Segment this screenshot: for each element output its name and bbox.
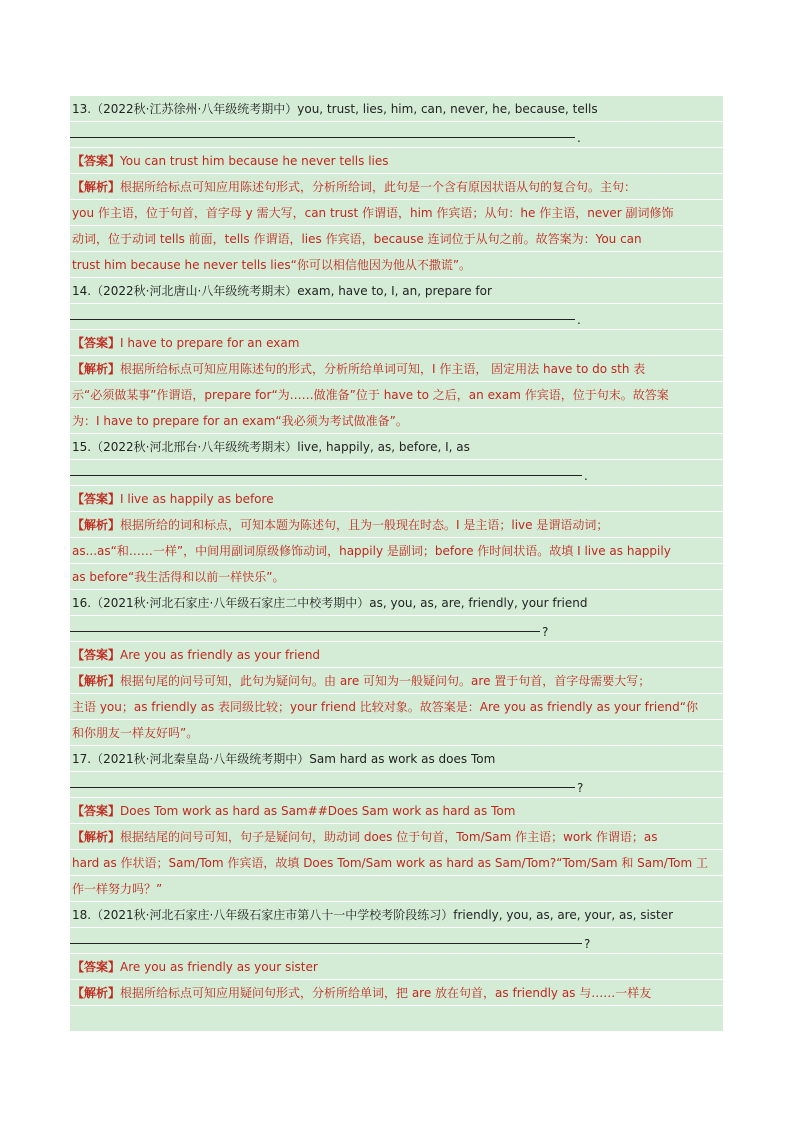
answer-text: I live as happily as before — [120, 492, 274, 506]
question-13 — [70, 96, 723, 122]
analysis-13-line-3 — [70, 226, 723, 252]
answer-text: Does Tom work as hard as Sam##Does Sam work as hard as Tom — [120, 804, 516, 818]
analysis-13-line-2 — [70, 200, 723, 226]
answer-17 — [70, 798, 723, 824]
analysis-15-line-1 — [70, 512, 723, 538]
analysis-text: as...as“和……一样”，中间用副词原级修饰动词，happily 是副词；before 作时间状语。故填 I live as happily — [72, 544, 671, 558]
analysis-text: trust him because he never tells lies“你可以相信他因为他从不撒谎”。 — [72, 258, 472, 272]
analysis-text: you 作主语，位于句首，首字母 y 需大写，can trust 作谓语，him 作宾语；从句：he 作主语，never 副词修饰 — [72, 206, 674, 220]
analysis-text: 根据句尾的问号可知，此句为疑问句。由 are 可知为一般疑问句。are 置于句首，首字母需要大写； — [120, 674, 651, 688]
answer-blank-16 — [70, 616, 723, 642]
analysis-text: 作一样努力吗？” — [72, 882, 163, 896]
answer-label: 【答案】 — [72, 492, 121, 506]
analysis-16-line-2 — [70, 694, 723, 720]
answer-label: 【答案】 — [72, 336, 121, 350]
analysis-text: 主语 you；as friendly as 表同级比较；your friend 比较对象。故答案是：Are you as friendly as your friend“你 — [72, 700, 698, 714]
analysis-label: 【解析】 — [72, 674, 121, 688]
analysis-label: 【解析】 — [72, 180, 121, 194]
analysis-13-line-1 — [70, 174, 723, 200]
answer-blank-14 — [70, 304, 723, 330]
question-text: 17.（2021秋·河北秦皇岛·八年级统考期中）Sam hard as work as does Tom — [72, 752, 496, 766]
analysis-text: hard as 作状语；Sam/Tom 作宾语，故填 Does Tom/Sam work as hard as Sam/Tom?“Tom/Sam 和 Sam/Tom 工 — [72, 856, 708, 870]
answer-label: 【答案】 — [72, 960, 121, 974]
analysis-label: 【解析】 — [72, 362, 121, 376]
question-15 — [70, 434, 723, 460]
answer-label: 【答案】 — [72, 154, 121, 168]
question-text: 14.（2022秋·河北唐山·八年级统考期末）exam, have to, I, an, prepare for — [72, 284, 492, 298]
question-text: 18.（2021秋·河北石家庄·八年级石家庄市第八十一中学校考阶段练习）friendly, you, as, are, your, as, sister — [72, 908, 674, 922]
question-14 — [70, 278, 723, 304]
analysis-text: as before“我生活得和以前一样快乐”。 — [72, 570, 285, 584]
end-punct: . — [577, 131, 581, 145]
analysis-14-line-2 — [70, 382, 723, 408]
analysis-text: 根据所给标点可知应用疑问句形式，分析所给单词，把 are 放在句首，as friendly as 与……一样友 — [120, 986, 652, 1000]
end-punct: . — [584, 469, 588, 483]
analysis-13-line-4 — [70, 252, 723, 278]
analysis-text: 根据所给标点可知应用陈述句形式，分析所给词，此句是一个含有原因状语从句的复合句。主句： — [120, 180, 637, 194]
analysis-label: 【解析】 — [72, 986, 121, 1000]
question-text: 16.（2021秋·河北石家庄·八年级石家庄二中校考期中）as, you, as, are, friendly, your friend — [72, 596, 588, 610]
end-punct: ? — [577, 781, 584, 795]
answer-text: I have to prepare for an exam — [120, 336, 300, 350]
analysis-15-line-3 — [70, 564, 723, 590]
analysis-text: 示“必须做某事”作谓语，prepare for“为……做准备”位于 have to 之后，an exam 作宾语，位于句末。故答案 — [72, 388, 669, 402]
end-punct: ? — [584, 937, 591, 951]
analysis-text: 根据结尾的问号可知，句子是疑问句，助动词 does 位于句首，Tom/Sam 作主语；work 作谓语；as — [120, 830, 658, 844]
analysis-label: 【解析】 — [72, 518, 121, 532]
analysis-text: 为：I have to prepare for an exam“我必须为考试做准备”。 — [72, 414, 408, 428]
analysis-16-line-1 — [70, 668, 723, 694]
analysis-16-line-3 — [70, 720, 723, 746]
question-16 — [70, 590, 723, 616]
question-text: 15.（2022秋·河北邢台·八年级统考期末）live, happily, as, before, I, as — [72, 440, 470, 454]
analysis-text: 根据所给标点可知应用陈述句的形式，分析所给单词可知，I 作主语， 固定用法 have to do sth 表 — [120, 362, 646, 376]
answer-label: 【答案】 — [72, 804, 121, 818]
question-18 — [70, 902, 723, 928]
answer-label: 【答案】 — [72, 648, 121, 662]
question-text: 13.（2022秋·江苏徐州·八年级统考期中）you, trust, lies, him, can, never, he, because, tells — [72, 102, 598, 116]
worksheet — [70, 96, 723, 1031]
answer-text: Are you as friendly as your sister — [120, 960, 318, 974]
analysis-label: 【解析】 — [72, 830, 121, 844]
answer-15 — [70, 486, 723, 512]
analysis-15-line-2 — [70, 538, 723, 564]
answer-14 — [70, 330, 723, 356]
answer-18 — [70, 954, 723, 980]
question-17 — [70, 746, 723, 772]
analysis-text: 动词，位于动词 tells 前面，tells 作谓语，lies 作宾语，because 连词位于从句之前。故答案为：You can — [72, 232, 642, 246]
answer-blank-15 — [70, 460, 723, 486]
analysis-14-line-3 — [70, 408, 723, 434]
answer-blank-17 — [70, 772, 723, 798]
analysis-17-line-3 — [70, 876, 723, 902]
analysis-18-line-1 — [70, 980, 723, 1006]
answer-blank-18 — [70, 928, 723, 954]
analysis-text: 根据所给的词和标点，可知本题为陈述句，且为一般现在时态。I 是主语；live 是谓语动词； — [120, 518, 609, 532]
analysis-text: 和你朋友一样友好吗”。 — [72, 726, 199, 740]
end-punct: ? — [542, 625, 549, 639]
analysis-17-line-2 — [70, 850, 723, 876]
answer-text: Are you as friendly as your friend — [120, 648, 321, 662]
end-punct: . — [577, 313, 581, 327]
answer-blank-13 — [70, 122, 723, 148]
answer-13 — [70, 148, 723, 174]
analysis-14-line-1 — [70, 356, 723, 382]
answer-text: You can trust him because he never tells lies — [120, 154, 389, 168]
answer-16 — [70, 642, 723, 668]
analysis-17-line-1 — [70, 824, 723, 850]
